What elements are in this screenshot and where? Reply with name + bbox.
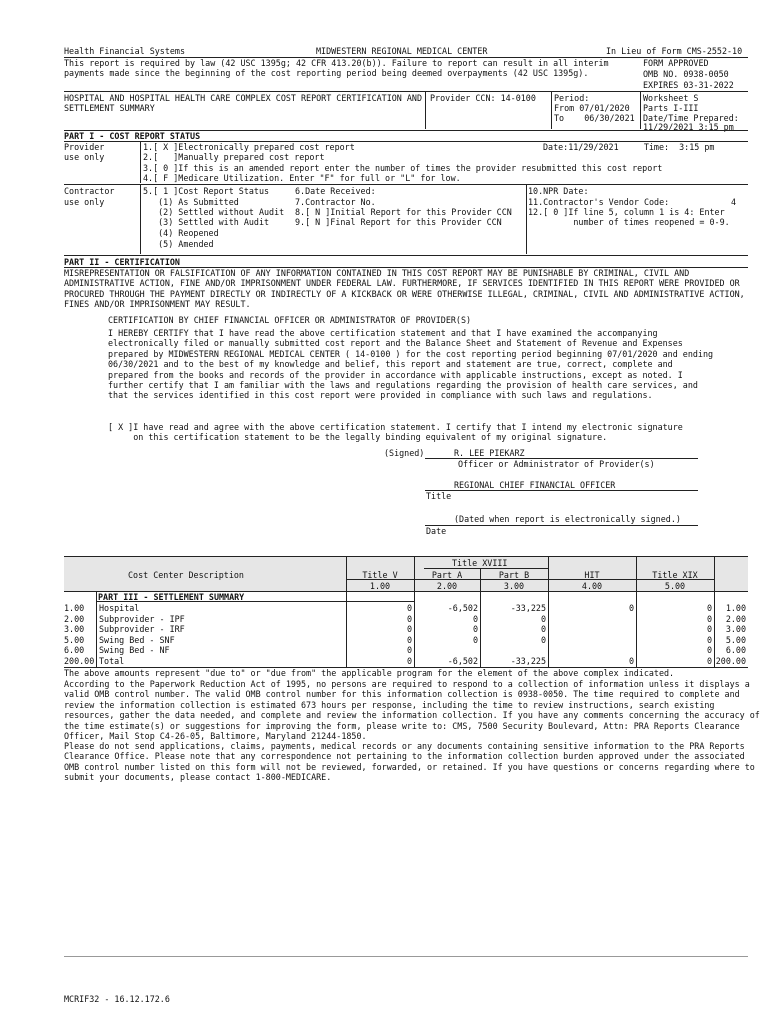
reopened-line: 12.[ 0 ]If line 5, column 1 is 4: Enter [528,207,725,217]
line-number: 200.00 [64,656,95,666]
line-number-right: 2.00 [725,613,746,624]
part3-heading: PART III - SETTLEMENT SUMMARY [98,592,245,602]
cell-value: 0 [706,613,712,624]
provider-line-1: 1.[ X ]Electronically prepared cost report [143,142,355,152]
title-xviii-header: Title XVIII [452,558,508,568]
status-option: (3) Settled with Audit [143,217,270,227]
title-caption: Title [426,491,452,501]
date-prepared: 11/29/2021 3:15 pm [643,122,734,132]
line-number: 6.00 [64,645,85,656]
npr-date: 10.NPR Date: [528,186,589,196]
line-number: 3.00 [64,624,85,635]
signer-name: R. LEE PIEKARZ [454,448,525,458]
date-caption: Date [426,526,447,536]
column-header: HIT [584,570,600,580]
column-number: 4.00 [581,581,603,591]
cell-value: 0 [472,613,478,624]
period-from: From 07/01/2020 [554,103,630,113]
column-number: 3.00 [503,581,525,591]
cell-value: 0 [706,656,712,666]
provider-use-label: Provider [64,142,105,152]
cell-value: -6,502 [447,656,478,666]
cost-center-name: Subprovider - IRF [99,624,185,635]
cell-value: 0 [706,603,712,613]
line-number: 2.00 [64,613,85,624]
part2-heading: PART II - CERTIFICATION [64,257,180,267]
header-left: Health Financial Systems [64,46,186,56]
expires-date: EXPIRES 03-31-2022 [643,80,734,90]
cert-heading: CERTIFICATION BY CHIEF FINANCIAL OFFICER OR ADMINISTRATOR OF PROVIDER(S) [108,315,472,325]
contractor-no: 7.Contractor No. [295,197,376,207]
status-option: (5) Amended [143,239,214,249]
officer-caption: Officer or Administrator of Provider(s) [458,459,655,469]
vendor-code-label: 11.Contractor's Vendor Code: [528,197,670,207]
cost-center-name: Swing Bed - NF [99,645,170,656]
period-to: To 06/30/2021 [554,113,635,123]
cost-center-name: Subprovider - IPF [99,613,185,624]
column-number: 5.00 [664,581,686,591]
line-number: 5.00 [64,634,85,645]
signed-date-time: Date:11/29/2021 Time: 3:15 pm [543,142,715,152]
paperwork-notice: According to the Paperwork Reduction Act of 1995, no persons are required to respond to a collection of information unless it displays a valid OMB control number. The valid OMB control number for this information collection is 0938-0050. The time required to complete and review the information collection is estimated 673 hours per response, including the time to review instructions, search existing resources, gather the data needed, and complete and review the information collection. If you have any comments concerning the accuracy of the time estimate(s) or suggestions for improving the form, please write to: CMS, 7500 Security Boulevard, Attn: PRA Reports Clearance Officer, Mail Stop C4-26-05, Baltimore, Maryland 21244-1850. [64,679,760,742]
status-option: (4) Reopened [143,228,219,238]
column-number: 2.00 [436,581,458,591]
header-right: In Lieu of Form CMS-2552-10 [606,46,743,56]
contractor-use-label-2: use only [64,197,105,207]
signed-label: (Signed) [384,448,425,458]
status-option: (1) As Submitted [143,197,239,207]
dated-note: (Dated when report is electronically signed.) [454,514,681,524]
cert-body: I HEREBY CERTIFY that I have read the above certification statement and that I have examined the accompanying electronically filed or manually submitted cost report and the Balance Sheet and Statement of Revenue and Expenses prepared by MIDWESTERN REGIONAL MEDICAL CENTER ( 14-0100 ) for the cost reporting period beginning 07/01/2020 and ending 06/30/2021 and to the best of my knowledge and belief, this report and statement are true, correct, complete and prepared from the books and records of the provider in accordance with applicable instructions, except as noted. I further certify that I am familiar with the laws and regulations regarding the provision of health care services, and that the services identified in this cost report were provided in compliance with such laws and regulations. [108,328,714,401]
report-notice: This report is required by law (42 USC 1395g; 42 CFR 413.20(b)). Failure to report can result in all interim payments made since the beginning of the cost reporting period being deemed overpayments (42 USC 1395g). [64,58,609,79]
status-option: (2) Settled without Audit [143,207,285,217]
cell-value: 0 [628,656,634,666]
column-number: 1.00 [369,581,391,591]
provider-use-label-2: use only [64,152,105,162]
status-line: 5.[ 1 ]Cost Report Status [143,186,270,196]
period-label: Period: [554,93,590,103]
form-approved-line: FORM APPROVED [643,58,709,68]
pra-notice: Please do not send applications, claims, payments, medical records or any documents containing sensitive information to the PRA Reports Clearance Office. Please note that any correspondence not pertaining to the information collection burden approved under the associated OMB control number listed on this form will not be reviewed, forwarded, or retained. If you have questions or concerns regarding where to submit your documents, please contact 1-800-MEDICARE. [64,741,755,783]
cell-value: 0 [406,656,412,666]
line-number-right: 6.00 [725,645,746,656]
worksheet-label: Worksheet S [643,93,699,103]
cell-value: 0 [540,624,546,635]
cell-value: 0 [540,613,546,624]
cell-value: 0 [406,613,412,624]
line-number-right: 5.00 [725,634,746,645]
cell-value: 0 [406,645,412,656]
cost-center-name: Hospital [99,603,140,613]
cell-value: 0 [406,634,412,645]
cell-value: 0 [406,603,412,613]
initial-report: 8.[ N ]Initial Report for this Provider CCN [295,207,512,217]
cell-value: -6,502 [447,603,478,613]
cell-value: 0 [706,624,712,635]
cell-value: 0 [472,624,478,635]
date-prepared-label: Date/Time Prepared: [643,113,739,123]
column-header: Part B [498,570,530,580]
part1-heading: PART I - COST REPORT STATUS [64,131,201,141]
cell-value: 0 [706,634,712,645]
contractor-use-label: Contractor [64,186,115,196]
cost-center-header: Cost Center Description [128,570,244,580]
cell-value: 0 [540,634,546,645]
column-header: Title V [362,570,398,580]
column-header: Title XIX [652,570,698,580]
header-center: MIDWESTERN REGIONAL MEDICAL CENTER [316,46,488,56]
provider-ccn: Provider CCN: 14-0100 [430,93,536,103]
parts-label: Parts I-III [643,103,699,113]
column-header: Part A [431,570,463,580]
cell-value: -33,225 [510,603,546,613]
line-number: 1.00 [64,603,85,613]
reopened-line-2: number of times reopened = 0-9. [528,217,730,227]
cell-value: -33,225 [510,656,546,666]
amounts-note: The above amounts represent "due to" or "due from" the applicable program for the element of the above complex indicated. [64,668,675,678]
form-title: HOSPITAL AND HOSPITAL HEALTH CARE COMPLEX COST REPORT CERTIFICATION AND SETTLEMENT SUMMARY [64,93,422,114]
omb-number: OMB NO. 0938-0050 [643,69,729,79]
provider-line-3: 3.[ 0 ]If this is an amended report enter the number of times the provider resubmitted this cost report [143,163,663,173]
officer-title: REGIONAL CHIEF FINANCIAL OFFICER [454,480,616,490]
line-number-right: 3.00 [725,624,746,635]
line-number-right: 1.00 [725,603,746,613]
cost-center-name: Swing Bed - SNF [99,634,175,645]
cell-value: 0 [706,645,712,656]
form-code: MCRIF32 - 16.12.172.6 [64,994,170,1004]
cell-value: 0 [472,634,478,645]
date-received: 6.Date Received: [295,186,376,196]
vendor-code: 4 [731,197,737,207]
agree-statement: [ X ]I have read and agree with the above certification statement. I certify that I intend my electronic signature on this certification statement to be the legally binding equivalent of my original signature. [108,422,683,443]
cell-value: 0 [628,603,634,613]
final-report: 9.[ N ]Final Report for this Provider CCN [295,217,502,227]
cost-center-name: Total [99,656,125,666]
cell-value: 0 [406,624,412,635]
provider-line-2: 2.[ ]Manually prepared cost report [143,152,325,162]
misrepresentation-warning: MISREPRESENTATION OR FALSIFICATION OF ANY INFORMATION CONTAINED IN THIS COST REPORT MAY BE PUNISHABLE BY CRIMINAL, CIVIL AND ADMINISTRATIVE ACTION, FINE AND/OR IMPRISONMENT UNDER FEDERAL LAW. FURTHERMORE, IF SERVICES IDENTIFIED IN THIS REPORT WERE PROVIDED OR PROCURED THROUGH THE PAYMENT DIRECTLY OR INDIRECTLY OF A KICKBACK OR WERE OTHERWISE ILLEGAL, CRIMINAL, CIVIL AND ADMINISTRATIVE ACTION, FINES AND/OR IMPRISONMENT MAY RESULT. [64,268,745,310]
line-number-right: 200.00 [715,656,746,666]
provider-line-4: 4.[ F ]Medicare Utilization. Enter "F" for full or "L" for low. [143,173,461,183]
